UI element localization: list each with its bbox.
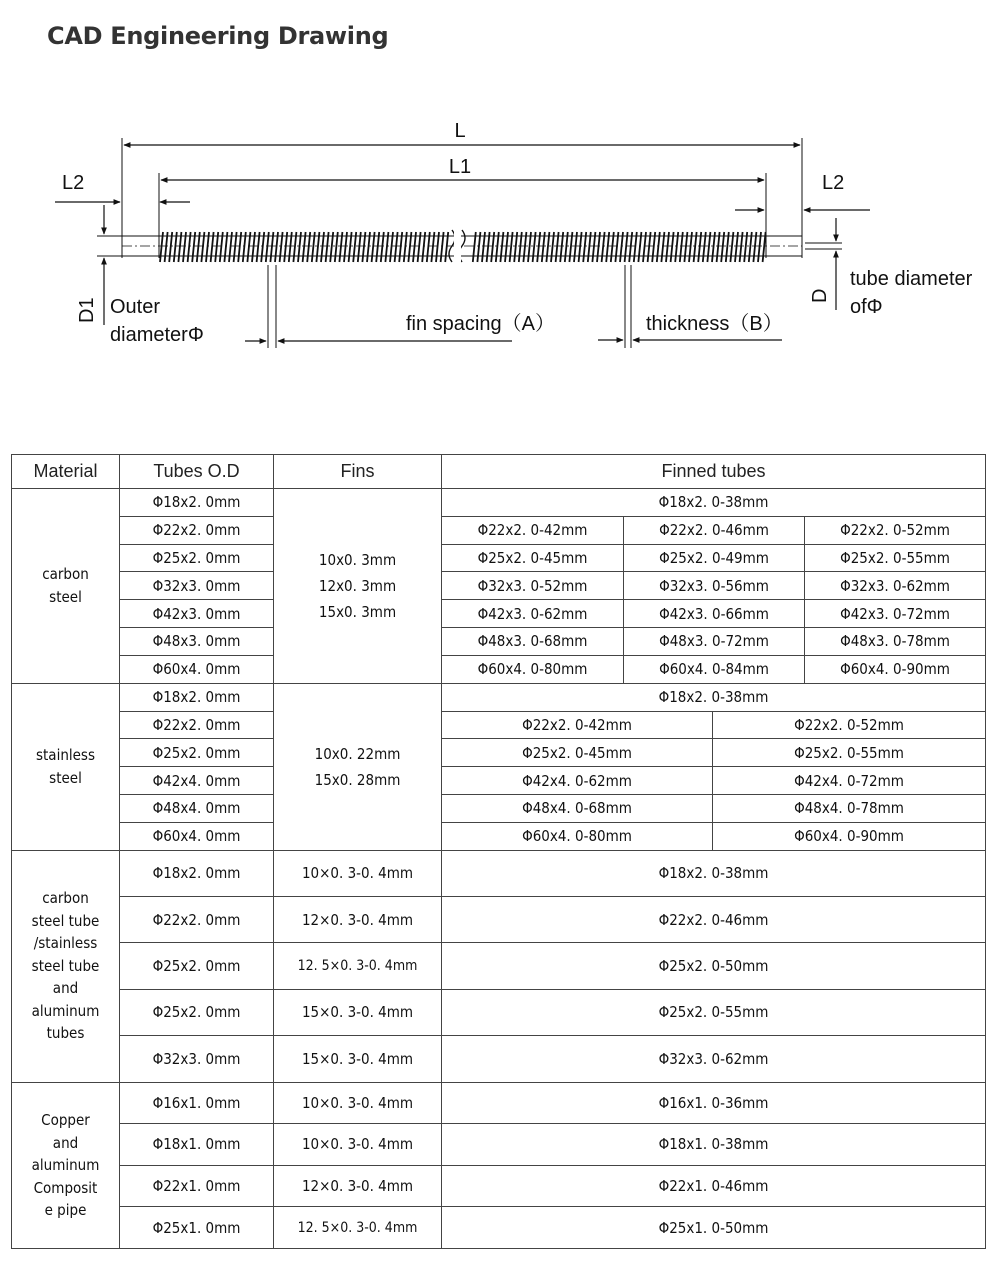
table-row <box>12 711 986 739</box>
finned-tube-cell: Φ25x2. 0-45mm <box>442 544 624 572</box>
tube-od-cell: Φ25x2. 0mm <box>120 989 274 1035</box>
label-l2-right: L2 <box>822 172 845 194</box>
page-title: CAD Engineering Drawing <box>47 22 389 50</box>
tube-od-cell: Φ22x2. 0mm <box>120 711 274 739</box>
finned-tube-cell: Φ25x2. 0-45mm <box>442 739 713 767</box>
table-row <box>12 544 986 572</box>
fins-cell: 15×0. 3-0. 4mm <box>274 1036 442 1082</box>
finned-tube-cell: Φ42x4. 0-72mm <box>713 767 986 795</box>
table-header-row <box>12 455 986 489</box>
outer-diameter-line2: diameterΦ <box>110 324 204 346</box>
tube-od-cell: Φ18x2. 0mm <box>120 850 274 896</box>
label-l1: L1 <box>448 156 472 178</box>
tube-od-cell: Φ18x2. 0mm <box>120 683 274 711</box>
fins-cell: 10x0. 3mm 12x0. 3mm 15x0. 3mm <box>274 489 442 684</box>
table-row <box>12 628 986 656</box>
finned-tube-cell: Φ25x2. 0-49mm <box>624 544 805 572</box>
fins-cell: 15×0. 3-0. 4mm <box>274 989 442 1035</box>
fins-cell: 12×0. 3-0. 4mm <box>274 1165 442 1207</box>
finned-tube-cell: Φ22x1. 0-46mm <box>442 1165 986 1207</box>
finned-tube-cell: Φ32x3. 0-62mm <box>805 572 986 600</box>
finned-tube-cell: Φ42x4. 0-62mm <box>442 767 713 795</box>
finned-tube-cell: Φ22x2. 0-52mm <box>713 711 986 739</box>
finned-tube-cell: Φ60x4. 0-84mm <box>624 655 805 683</box>
finned-tube-cell: Φ48x3. 0-68mm <box>442 628 624 656</box>
table-row <box>12 850 986 896</box>
table-row <box>12 1207 986 1249</box>
tube-od-cell: Φ32x3. 0mm <box>120 1036 274 1082</box>
tube-od-cell: Φ32x3. 0mm <box>120 572 274 600</box>
tube-od-cell: Φ22x2. 0mm <box>120 896 274 942</box>
finned-tube-cell: Φ60x4. 0-90mm <box>713 822 986 850</box>
material-cell: carbon steel tube /stainless steel tube and aluminum tubes <box>12 850 120 1082</box>
tube-od-cell: Φ25x1. 0mm <box>120 1207 274 1249</box>
fins-cell: 10×0. 3-0. 4mm <box>274 1082 442 1124</box>
header-material: Material <box>12 455 120 489</box>
finned-tube-cell: Φ32x3. 0-52mm <box>442 572 624 600</box>
tube-od-cell: Φ42x4. 0mm <box>120 767 274 795</box>
finned-tube-cell: Φ48x3. 0-78mm <box>805 628 986 656</box>
table-row <box>12 989 986 1035</box>
finned-tube-cell: Φ22x2. 0-46mm <box>624 516 805 544</box>
table-row <box>12 683 986 711</box>
finned-tube-cell: Φ48x3. 0-72mm <box>624 628 805 656</box>
tube-od-cell: Φ60x4. 0mm <box>120 655 274 683</box>
fins-cell: 12. 5×0. 3-0. 4mm <box>274 1207 442 1249</box>
finned-tube-cell: Φ48x4. 0-68mm <box>442 794 713 822</box>
tube-od-cell: Φ22x2. 0mm <box>120 516 274 544</box>
finned-tube-cell: Φ22x2. 0-42mm <box>442 516 624 544</box>
finned-tube-cell: Φ25x2. 0-55mm <box>805 544 986 572</box>
table-row <box>12 655 986 683</box>
tube-od-cell: Φ42x3. 0mm <box>120 600 274 628</box>
finned-tube-cell: Φ32x3. 0-56mm <box>624 572 805 600</box>
tube-od-cell: Φ22x1. 0mm <box>120 1165 274 1207</box>
fins-cell: 10×0. 3-0. 4mm <box>274 850 442 896</box>
table-row <box>12 794 986 822</box>
finned-tube-spec-table <box>11 454 986 1249</box>
finned-tube-cell: Φ25x2. 0-55mm <box>713 739 986 767</box>
finned-tube-cell: Φ32x3. 0-62mm <box>442 1036 986 1082</box>
tube-od-cell: Φ18x1. 0mm <box>120 1124 274 1166</box>
header-tubes-od: Tubes O.D <box>120 455 274 489</box>
header-finned-tubes: Finned tubes <box>442 455 986 489</box>
thickness-label: thickness（B） <box>646 313 783 335</box>
material-cell: Copper and aluminum Composit e pipe <box>12 1082 120 1248</box>
finned-tube-cell: Φ18x2. 0-38mm <box>442 489 986 517</box>
outer-diameter-line1: Outer <box>110 296 161 318</box>
fins-cell: 10x0. 22mm 15x0. 28mm <box>274 683 442 850</box>
finned-tube-cell: Φ25x2. 0-55mm <box>442 989 986 1035</box>
finned-tube-cell: Φ25x1. 0-50mm <box>442 1207 986 1249</box>
table-row <box>12 489 986 517</box>
table-row <box>12 572 986 600</box>
fins-cell: 12. 5×0. 3-0. 4mm <box>274 943 442 989</box>
finned-tube-cell: Φ22x2. 0-46mm <box>442 896 986 942</box>
header-fins: Fins <box>274 455 442 489</box>
tube-od-cell: Φ16x1. 0mm <box>120 1082 274 1124</box>
finned-tube-cell: Φ25x2. 0-50mm <box>442 943 986 989</box>
finned-tube-cell: Φ22x2. 0-52mm <box>805 516 986 544</box>
tube-od-cell: Φ25x2. 0mm <box>120 739 274 767</box>
tube-od-cell: Φ25x2. 0mm <box>120 544 274 572</box>
finned-tube-cell: Φ42x3. 0-72mm <box>805 600 986 628</box>
table-row <box>12 739 986 767</box>
fins-cell: 12×0. 3-0. 4mm <box>274 896 442 942</box>
tube-diameter-line1: tube diameter <box>850 268 973 290</box>
finned-tube-cell: Φ60x4. 0-80mm <box>442 822 713 850</box>
finned-tube-cell: Φ22x2. 0-42mm <box>442 711 713 739</box>
tube-od-cell: Φ18x2. 0mm <box>120 489 274 517</box>
table-row <box>12 1165 986 1207</box>
cad-drawing <box>0 100 1000 360</box>
table-row <box>12 896 986 942</box>
finned-tube-cell: Φ48x4. 0-78mm <box>713 794 986 822</box>
table-row <box>12 1082 986 1124</box>
table-row <box>12 1036 986 1082</box>
table-row <box>12 767 986 795</box>
label-d1: D1 <box>76 297 98 323</box>
table-row <box>12 943 986 989</box>
table-row <box>12 1124 986 1166</box>
tube-od-cell: Φ48x3. 0mm <box>120 628 274 656</box>
finned-tube-cell: Φ42x3. 0-66mm <box>624 600 805 628</box>
finned-tube-cell: Φ60x4. 0-90mm <box>805 655 986 683</box>
table-row <box>12 822 986 850</box>
label-l2-left: L2 <box>62 172 85 194</box>
finned-tube-cell: Φ18x2. 0-38mm <box>442 683 986 711</box>
fins-cell: 10×0. 3-0. 4mm <box>274 1124 442 1166</box>
fin-spacing-label: fin spacing（A） <box>406 313 555 335</box>
finned-tube-cell: Φ16x1. 0-36mm <box>442 1082 986 1124</box>
tube-od-cell: Φ25x2. 0mm <box>120 943 274 989</box>
tube-od-cell: Φ60x4. 0mm <box>120 822 274 850</box>
tube-diameter-line2: ofΦ <box>850 296 883 318</box>
table-row <box>12 600 986 628</box>
label-d: D <box>809 288 831 303</box>
material-cell: carbon steel <box>12 489 120 684</box>
tube-od-cell: Φ48x4. 0mm <box>120 794 274 822</box>
finned-tube-cell: Φ42x3. 0-62mm <box>442 600 624 628</box>
finned-tube-cell: Φ18x1. 0-38mm <box>442 1124 986 1166</box>
finned-tube-cell: Φ60x4. 0-80mm <box>442 655 624 683</box>
table-row <box>12 516 986 544</box>
material-cell: stainless steel <box>12 683 120 850</box>
finned-tube-cell: Φ18x2. 0-38mm <box>442 850 986 896</box>
label-l: L <box>454 120 466 142</box>
